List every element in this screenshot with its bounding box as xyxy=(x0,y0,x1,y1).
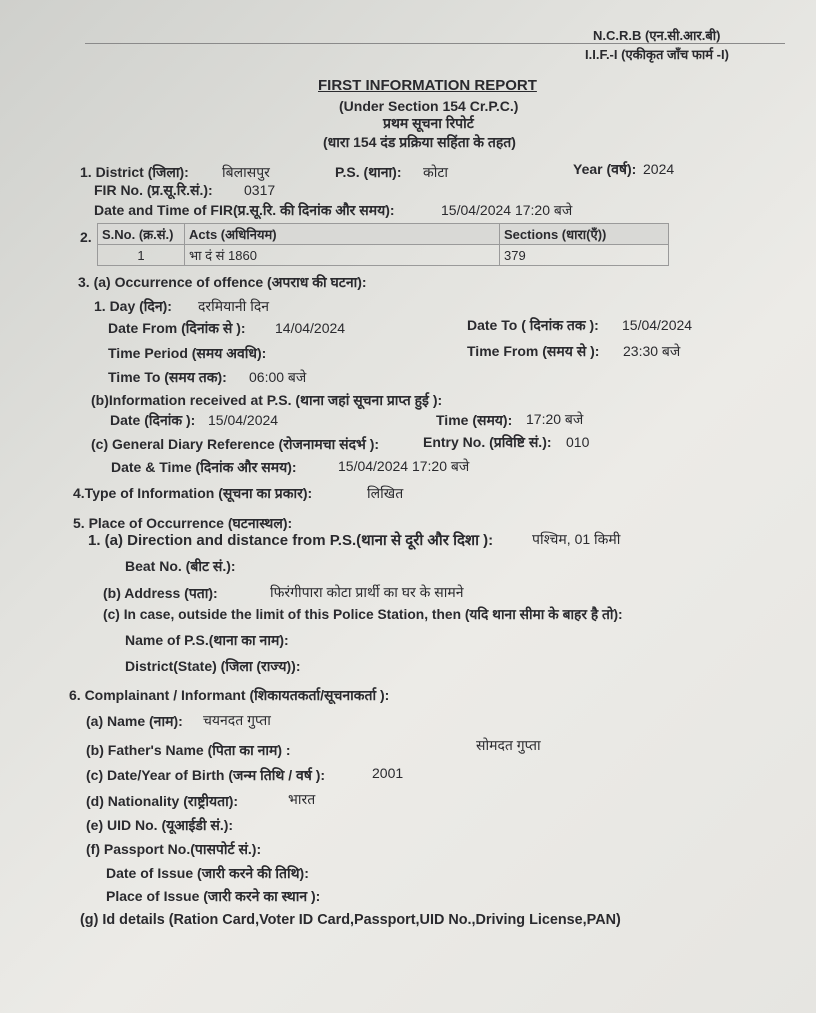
gd-entry-label: Entry No. (प्रविष्टि सं.): xyxy=(423,434,552,450)
district-state-label: District(State) (जिला (राज्य)): xyxy=(125,658,301,674)
ps-label: P.S. (थाना): xyxy=(335,164,402,180)
fir-value: 0317 xyxy=(244,182,276,198)
fir-datetime-value: 15/04/2024 17:20 बजे xyxy=(441,202,573,218)
nationality-label: (d) Nationality (राष्ट्रीयता): xyxy=(86,793,239,809)
issue-place-label: Place of Issue (जारी करने का स्थान ): xyxy=(106,888,321,904)
col-acts: Acts (अधिनियम) xyxy=(185,224,500,245)
report-subtitle-hindi: (धारा 154 दंड प्रक्रिया सहिंता के तहत) xyxy=(323,134,516,150)
ncrb-label: N.C.R.B (एन.सी.आर.बी) xyxy=(593,28,721,43)
father-name-label: (b) Father's Name (पिता का नाम) : xyxy=(86,742,291,758)
col-sno: S.No. (क्र.सं.) xyxy=(98,224,185,245)
beat-label: Beat No. (बीट सं.): xyxy=(125,558,236,574)
direction-label: 1. (a) Direction and distance from P.S.(थाना से दूरी और दिशा ): xyxy=(88,532,494,549)
district-value: बिलासपुर xyxy=(222,164,270,180)
cell-section: 379 xyxy=(500,245,669,266)
info-time-value: 17:20 बजे xyxy=(526,411,584,427)
year-value: 2024 xyxy=(643,161,675,177)
info-date-value: 15/04/2024 xyxy=(208,412,279,428)
info-type-value: लिखित xyxy=(367,485,404,501)
uid-label: (e) UID No. (यूआईडी सं.): xyxy=(86,817,234,833)
time-from-value: 23:30 बजे xyxy=(623,343,681,359)
info-received-label: (b)Information received at P.S. (थाना जहां सूचना प्राप्त हुई ): xyxy=(91,392,443,408)
dob-label: (c) Date/Year of Birth (जन्म तिथि / वर्ष ): xyxy=(86,767,326,783)
acts-section-number: 2. xyxy=(80,229,92,245)
report-title-hindi: प्रथम सूचना रिपोर्ट xyxy=(383,115,474,131)
ps-name-label: Name of P.S.(थाना का नाम): xyxy=(125,632,289,648)
district-label: 1. District (जिला): xyxy=(80,164,189,180)
date-from-label: Date From (दिनांक से ): xyxy=(108,320,246,336)
iif-label: I.I.F.-I (एकीकृत जाँच फार्म -I) xyxy=(585,47,729,62)
cell-sno: 1 xyxy=(98,245,185,266)
gd-reference-label: (c) General Diary Reference (रोजनामचा संदर्भ ): xyxy=(91,436,380,452)
id-details-label: (g) Id details (Ration Card,Voter ID Card,Passport,UID No.,Driving License,PAN) xyxy=(80,912,621,928)
fir-datetime-label: Date and Time of FIR(प्र.सू.रि. की दिनांक और समय): xyxy=(94,202,395,218)
address-value: फिरंगीपारा कोटा प्रार्थी का घर के सामने xyxy=(270,584,464,600)
info-date-label: Date (दिनांक ): xyxy=(110,412,196,428)
complainant-name-label: (a) Name (नाम): xyxy=(86,713,183,729)
info-type-label: 4.Type of Information (सूचना का प्रकार): xyxy=(73,485,313,501)
day-label: 1. Day (दिन): xyxy=(94,298,172,314)
date-to-value: 15/04/2024 xyxy=(622,317,693,333)
nationality-value: भारत xyxy=(288,791,316,807)
fir-label: FIR No. (प्र.सू.रि.सं.): xyxy=(94,182,213,198)
place-label: 5. Place of Occurrence (घटनास्थल): xyxy=(73,515,293,531)
passport-label: (f) Passport No.(पासपोर्ट सं.): xyxy=(86,841,262,857)
report-title: FIRST INFORMATION REPORT xyxy=(318,77,537,94)
year-label: Year (वर्ष): xyxy=(573,161,637,177)
header-rule xyxy=(85,43,785,44)
date-to-label: Date To ( दिनांक तक ): xyxy=(467,317,599,333)
time-period-label: Time Period (समय अवधि): xyxy=(108,345,267,361)
table-row xyxy=(98,245,669,266)
direction-value: पश्चिम, 01 किमी xyxy=(532,531,621,547)
time-from-label: Time From (समय से ): xyxy=(467,343,600,359)
info-time-label: Time (समय): xyxy=(436,412,513,428)
address-label: (b) Address (पता): xyxy=(103,585,218,601)
time-to-label: Time To (समय तक): xyxy=(108,369,227,385)
issue-date-label: Date of Issue (जारी करने की तिथि): xyxy=(106,865,309,881)
time-to-value: 06:00 बजे xyxy=(249,369,307,385)
report-subtitle: (Under Section 154 Cr.P.C.) xyxy=(339,98,519,114)
ps-value: कोटा xyxy=(423,164,449,180)
gd-datetime-value: 15/04/2024 17:20 बजे xyxy=(338,458,470,474)
date-from-value: 14/04/2024 xyxy=(275,320,346,336)
complainant-label: 6. Complainant / Informant (शिकायतकर्ता/सूचनाकर्ता ): xyxy=(69,687,390,703)
complainant-name-value: चयनदत गुप्ता xyxy=(203,712,271,728)
outside-limit-label: (c) In case, outside the limit of this Police Station, then (यदि थाना सीमा के बाहर है तो): xyxy=(103,607,623,622)
acts-table xyxy=(97,223,669,266)
dob-value: 2001 xyxy=(372,765,404,781)
father-name-value: सोमदत गुप्ता xyxy=(476,737,541,753)
gd-entry-value: 010 xyxy=(566,434,590,450)
acts-table-header xyxy=(98,224,669,245)
cell-act: भा दं सं 1860 xyxy=(185,245,500,266)
col-sections: Sections (धारा(एँ)) xyxy=(500,224,669,245)
gd-datetime-label: Date & Time (दिनांक और समय): xyxy=(111,459,297,475)
occurrence-label: 3. (a) Occurrence of offence (अपराध की घटना): xyxy=(78,274,367,290)
day-value: दरमियानी दिन xyxy=(198,298,270,314)
